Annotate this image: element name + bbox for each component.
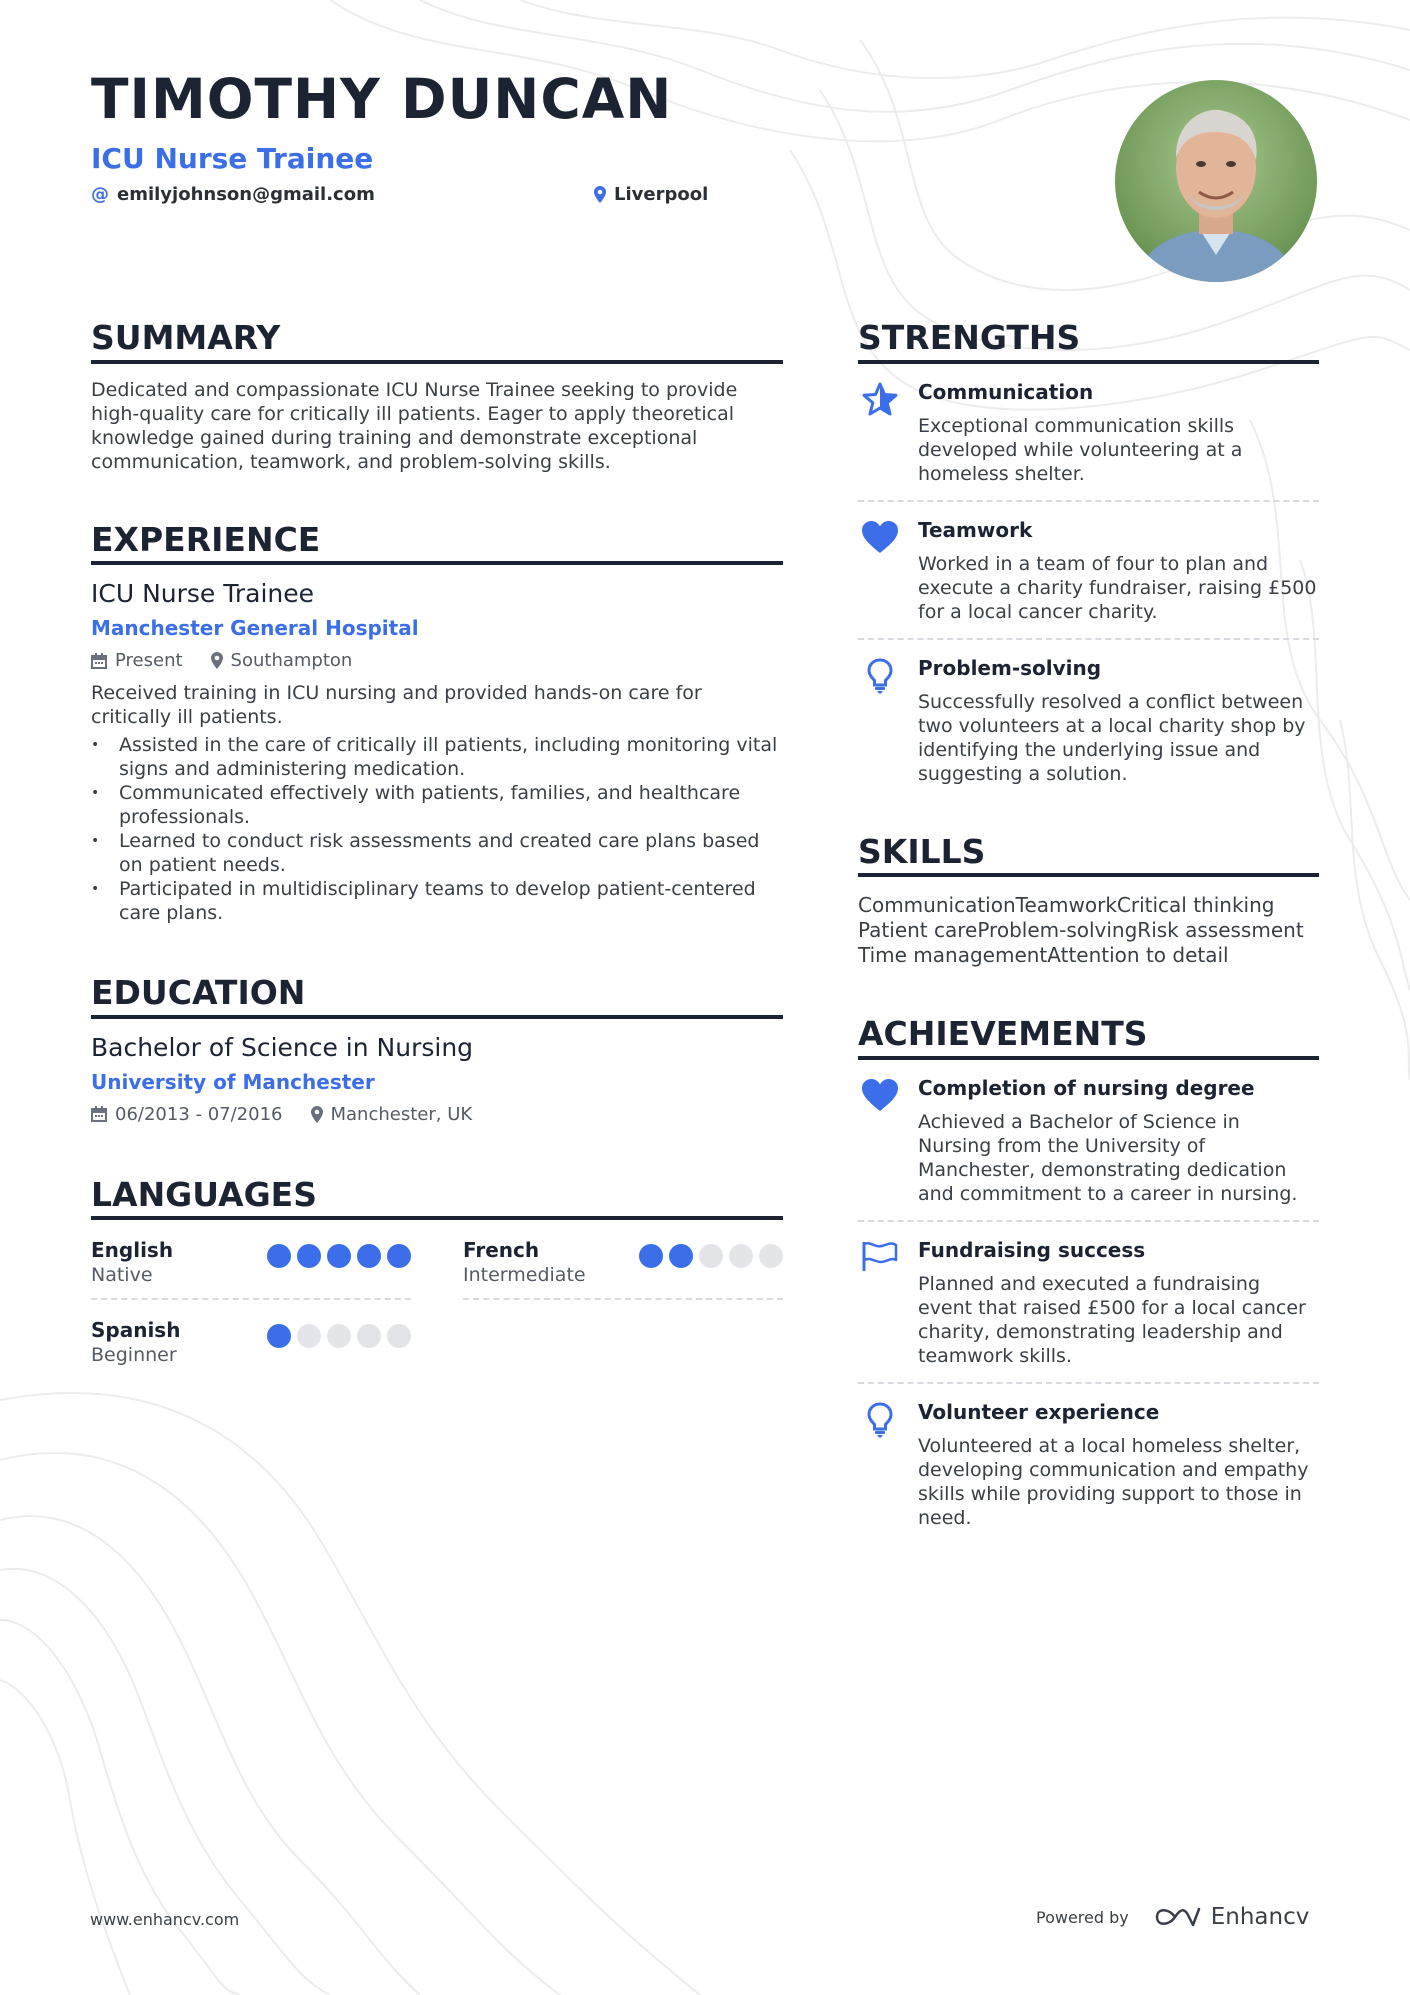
summary-heading: SUMMARY [91,318,783,364]
rating-dot-filled [387,1244,411,1268]
achievement-title: Volunteer experience [918,1399,1160,1424]
experience-heading: EXPERIENCE [91,520,783,566]
rating-dot-filled [267,1244,291,1268]
rating-dot-empty [357,1324,381,1348]
calendar-icon [91,653,107,669]
strength-desc: Exceptional communication skills developed while volunteering at a homeless shelter. [918,414,1243,485]
language-item [91,1318,411,1378]
summary-section [91,318,783,474]
languages-section [91,1175,783,1397]
skills-line: CommunicationTeamworkCritical thinking [858,893,1275,918]
powered-by-label: Powered by [1036,1907,1129,1927]
language-rating [267,1324,411,1348]
bullet-item: • Communicated effectively with patients, families, and healthcare professionals. [91,781,783,829]
achievement-title: Completion of nursing degree [918,1075,1255,1100]
achievement-item [858,1384,1319,1544]
language-item [91,1238,411,1300]
rating-dot-filled [327,1244,351,1268]
achievement-desc: Achieved a Bachelor of Science in Nursing from the University of Manchester, demonstrating dedication and commitment to a career in nursing. [918,1110,1298,1205]
flag-icon [861,1240,899,1272]
achievement-item [858,1222,1319,1384]
bullet-item: • Assisted in the care of critically ill patients, including monitoring vital signs and administering medication. [91,733,783,781]
education-meta [91,1104,783,1125]
job-meta [91,650,783,671]
strengths-heading: STRENGTHS [858,318,1319,364]
language-rating [639,1244,783,1268]
lightbulb-icon [867,1402,893,1438]
achievement-desc: Planned and executed a fundraising event that raised £500 for a local cancer charity, demonstrating leadership and teamwork skills. [918,1272,1306,1367]
rating-dot-empty [699,1244,723,1268]
contact-location [594,184,708,205]
skills-section [858,832,1319,969]
heart-icon [861,520,899,554]
experience-section [91,520,783,926]
lightbulb-icon [867,658,893,694]
at-sign-icon: @ [91,184,109,205]
education-date: 06/2013 - 07/2016 [115,1103,283,1125]
calendar-icon [91,1106,107,1122]
strength-item [858,502,1319,640]
email-text: emilyjohnson@gmail.com [117,184,375,205]
strength-title: Communication [918,379,1094,404]
rating-dot-empty [327,1324,351,1348]
brand-logo [1155,1904,1310,1930]
skills-heading: SKILLS [858,832,1319,878]
bullet-item: • Participated in multidisciplinary teams to develop patient-centered care plans. [91,877,783,925]
degree-title: Bachelor of Science in Nursing [91,1032,474,1062]
rating-dot-filled [669,1244,693,1268]
language-level: Intermediate [463,1264,586,1287]
languages-heading: LANGUAGES [91,1175,783,1221]
skills-list [858,893,1319,968]
strength-desc: Successfully resolved a conflict between two volunteers at a local charity shop by identifying the underlying issue and suggesting a solution. [918,690,1306,785]
school-name: University of Manchester [91,1069,375,1094]
achievement-title: Fundraising success [918,1237,1146,1262]
candidate-name: TIMOTHY DUNCAN [91,67,673,131]
achievements-heading: ACHIEVEMENTS [858,1014,1319,1060]
job-date: Present [115,650,183,672]
strength-item [858,364,1319,502]
strengths-section [858,318,1319,800]
strength-desc: Worked in a team of four to plan and execute a charity fundraiser, raising £500 for a local cancer charity. [918,552,1317,623]
heart-icon [861,1078,899,1112]
education-section [91,973,783,1125]
rating-dot-filled [297,1244,321,1268]
rating-dot-empty [759,1244,783,1268]
location-pin-icon [594,186,606,203]
skills-line: Time managementAttention to detail [858,943,1229,968]
enhancv-logo-icon [1155,1905,1201,1929]
language-item [463,1238,783,1300]
contact-email[interactable] [91,184,375,205]
rating-dot-filled [639,1244,663,1268]
education-location: Manchester, UK [330,1103,473,1125]
strength-title: Teamwork [918,517,1033,542]
job-organization: Manchester General Hospital [91,616,419,641]
rating-dot-filled [357,1244,381,1268]
rating-dot-filled [267,1324,291,1348]
profile-photo [1115,80,1317,282]
footer-branding[interactable] [1036,1904,1309,1930]
star-icon [862,382,898,416]
candidate-role: ICU Nurse Trainee [91,142,374,175]
job-title: ICU Nurse Trainee [91,579,314,609]
achievement-desc: Volunteered at a local homeless shelter, developing communication and empathy skills while providing support to those in need. [918,1434,1309,1529]
language-name: French [463,1238,540,1263]
language-rating [267,1244,411,1268]
brand-name: Enhancv [1210,1904,1310,1930]
language-level: Native [91,1264,153,1287]
education-heading: EDUCATION [91,973,783,1019]
rating-dot-empty [729,1244,753,1268]
strength-title: Problem-solving [918,655,1102,680]
location-text: Liverpool [614,184,709,205]
strength-item [858,640,1319,800]
rating-dot-empty [387,1324,411,1348]
language-name: Spanish [91,1318,181,1343]
achievements-section [858,1014,1319,1544]
skills-line: Patient careProblem-solvingRisk assessment [858,918,1304,943]
footer-website[interactable]: www.enhancv.com [90,1910,240,1929]
achievement-item [858,1060,1319,1222]
location-pin-icon [211,652,223,669]
language-level: Beginner [91,1344,177,1367]
language-name: English [91,1238,174,1263]
job-bullets [91,733,783,925]
bullet-item: • Learned to conduct risk assessments and created care plans based on patient needs. [91,829,783,877]
location-pin-icon [311,1106,323,1123]
job-description: Received training in ICU nursing and provided hands-on care for critically ill patients. [91,682,702,729]
rating-dot-empty [297,1324,321,1348]
job-location: Southampton [230,650,353,672]
summary-text: Dedicated and compassionate ICU Nurse Trainee seeking to provide high-quality care for critically ill patients. Eager to apply theoretical knowledge gained during training and demonstrate exceptional communication, teamwork, and problem-solving skills. [91,378,738,473]
